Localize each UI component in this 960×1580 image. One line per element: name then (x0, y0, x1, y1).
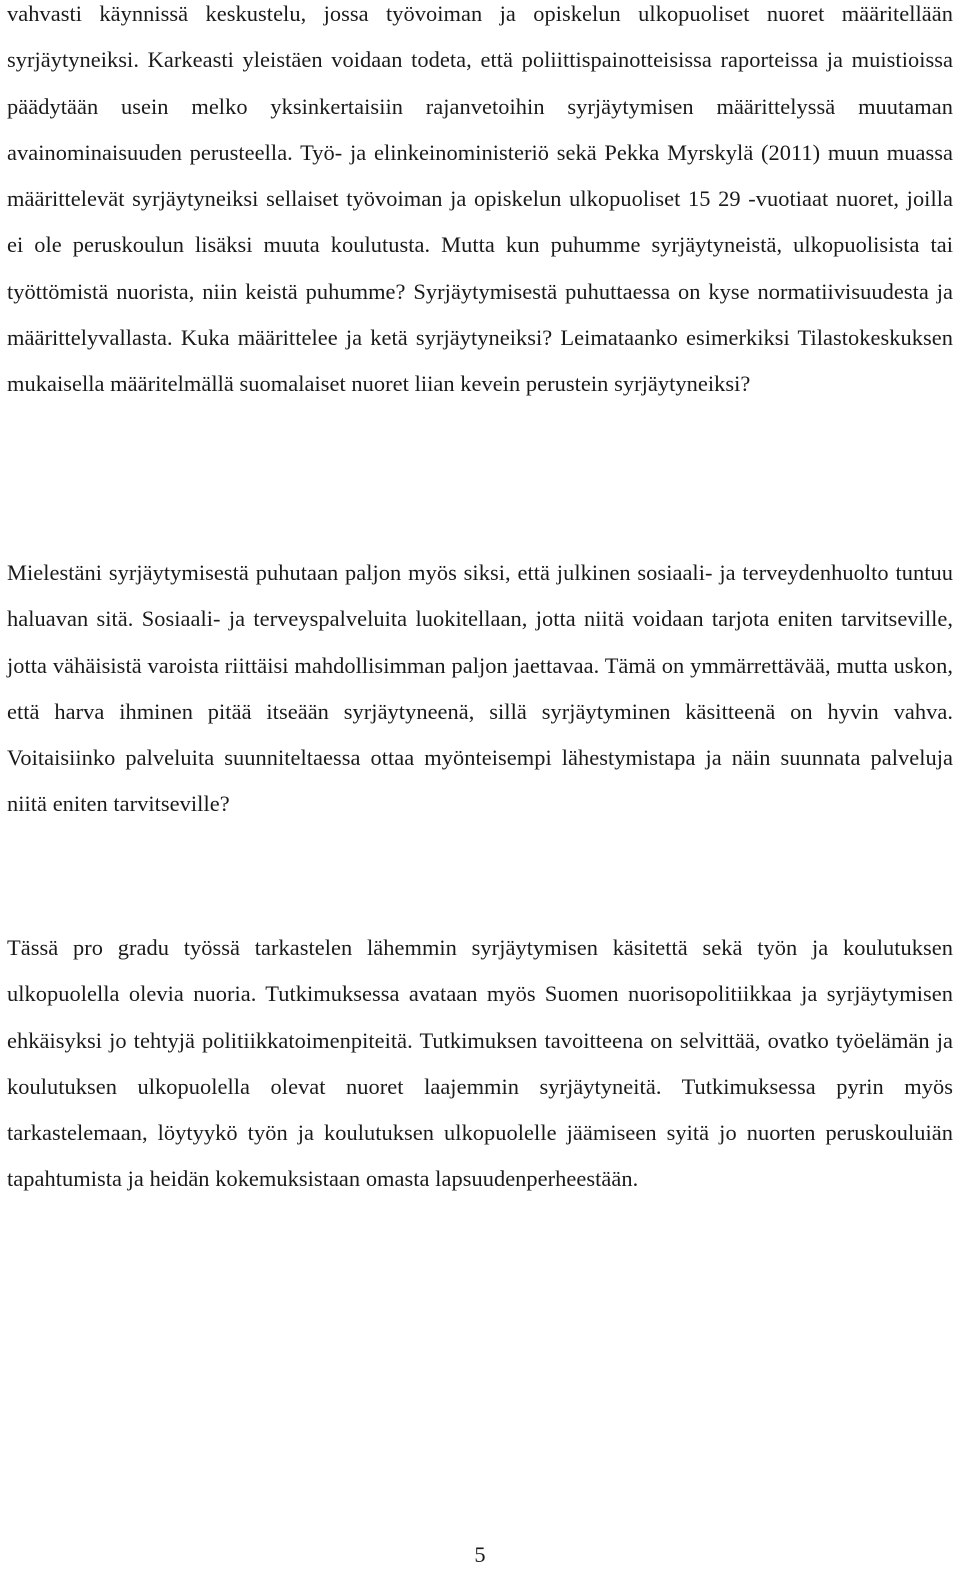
paragraph-1: vahvasti käynnissä keskustelu, jossa työvoiman ja opiskelun ulkopuoliset nuoret määritellään syrjäytyneiksi. Karkeasti yleistäen voidaan todeta, että poliittispainotteisissa raporteissa ja muistioissa päädytään usein melko yksinkertaisiin rajanvetoihin syrjäytymisen määrittelyssä muutaman avainominaisuuden perusteella. Työ- ja elinkeinoministeriö sekä Pekka Myrskylä (2011) muun muassa määrittelevät syrjäytyneiksi sellaiset työvoiman ja opiskelun ulkopuoliset 15 29 -vuotiaat nuoret, joilla ei ole peruskoulun lisäksi muuta koulutusta. Mutta kun puhumme syrjäytyneistä, ulkopuolisista tai työttömistä nuorista, niin keistä puhumme? Syrjäytymisestä puhuttaessa on kyse normatiivisuudesta ja määrittelyvallasta. Kuka määrittelee ja ketä syrjäytyneiksi? Leimataanko esimerkiksi Tilastokeskuksen mukaisella määritelmällä suomalaiset nuoret liian kevein perustein syrjäytyneiksi? (7, 1, 953, 397)
page-number: 5 (474, 1542, 486, 1567)
paragraph-2: Mielestäni syrjäytymisestä puhutaan paljon myös siksi, että julkinen sosiaali- ja terveydenhuolto tuntuu haluavan sitä. Sosiaali- ja terveyspalveluita luokitellaan, jotta niitä voidaan tarjota eniten tarvitseville, jotta vähäisistä varoista riittäisi mahdollisimman paljon jaettavaa. Tämä on ymmärrettävää, mutta uskon, että harva ihminen pitää itseään syrjäytyneenä, sillä syrjäytyminen käsitteenä on hyvin vahva. Voitaisiinko palveluita suunniteltaessa ottaa myönteisempi lähestymistapa ja näin suunnata palveluja niitä eniten tarvitseville? (7, 560, 953, 817)
paragraph-3: Tässä pro gradu työssä tarkastelen lähemmin syrjäytymisen käsitettä sekä työn ja koulutuksen ulkopuolella olevia nuoria. Tutkimuksessa avataan myös Suomen nuorisopolitiikkaa ja syrjäytymisen ehkäisyksi jo tehtyjä politiikkatoimenpiteitä. Tutkimuksen tavoitteena on selvittää, ovatko työelämän ja koulutuksen ulkopuolella olevat nuoret laajemmin syrjäytyneitä. Tutkimuksessa pyrin myös tarkastelemaan, löytyykö työn ja koulutuksen ulkopuolelle jäämiseen syitä jo nuorten peruskouluiän tapahtumista ja heidän kokemuksistaan omasta lapsuudenperheestään. (7, 935, 953, 1192)
